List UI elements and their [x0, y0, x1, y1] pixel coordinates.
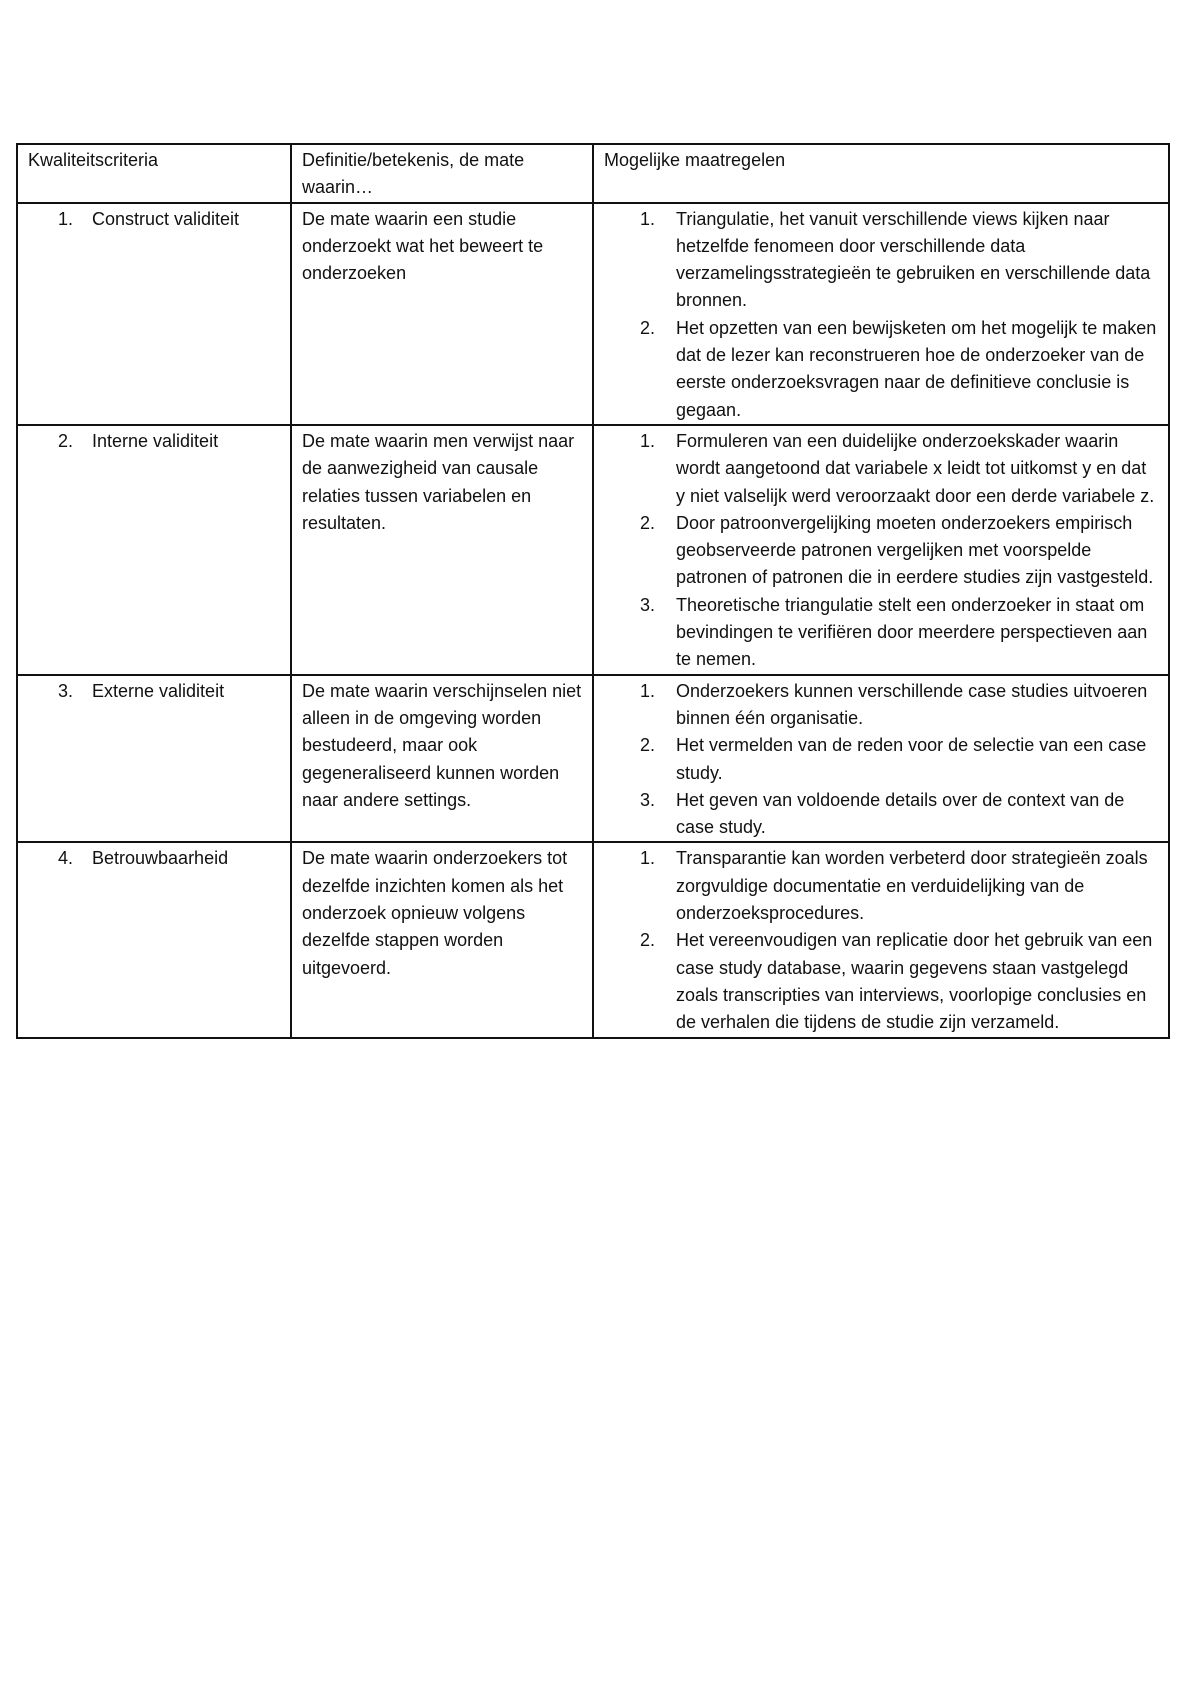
list-item-text: Transparantie kan worden verbeterd door strategieën zoals zorgvuldige documentatie en verduidelijking van de onderzoeksprocedures. — [676, 848, 1148, 924]
table-row — [17, 203, 1169, 425]
header-criteria: Kwaliteitscriteria — [17, 144, 291, 203]
measures-cell — [593, 425, 1169, 675]
list-item-text: Triangulatie, het vanuit verschillende views kijken naar hetzelfde fenomeen door verschillende data verzamelingsstrategieën te gebruiken en verschillende data bronnen. — [676, 208, 1151, 311]
definition-cell: De mate waarin een studie onderzoekt wat het beweert te onderzoeken — [291, 203, 593, 425]
criterion-number: 3. — [58, 680, 74, 701]
table-row — [17, 675, 1169, 843]
criterion-number: 1. — [58, 208, 74, 229]
definition-cell: De mate waarin onderzoekers tot dezelfde inzichten komen als het onderzoek opnieuw volgens dezelfde stappen worden uitgevoerd. — [291, 842, 593, 1037]
header-measures: Mogelijke maatregelen — [593, 144, 1169, 203]
criterion-label: Interne validiteit — [92, 430, 219, 451]
list-item — [604, 732, 1158, 787]
criterion-label: Externe validiteit — [92, 680, 225, 701]
quality-criteria-table — [16, 143, 1170, 1039]
list-item-number: 1. — [640, 680, 656, 701]
criterion-label: Betrouwbaarheid — [92, 848, 229, 869]
list-item-text: Door patroonvergelijking moeten onderzoekers empirisch geobserveerde patronen vergelijken met voorspelde patronen of patronen die in eerdere studies zijn vastgesteld. — [676, 512, 1154, 588]
list-item — [604, 510, 1158, 592]
list-item-number: 1. — [640, 848, 656, 869]
list-item-text: Theoretische triangulatie stelt een onderzoeker in staat om bevindingen te verifiëren door meerdere perspectieven aan te nemen. — [676, 594, 1148, 670]
criterion-cell — [17, 842, 291, 1037]
list-item-number: 2. — [640, 512, 656, 533]
list-item-number: 2. — [640, 930, 656, 951]
list-item-number: 1. — [640, 430, 656, 451]
list-item-text: Het opzetten van een bewijsketen om het mogelijk te maken dat de lezer kan reconstrueren hoe de onderzoeker van de eerste onderzoeksvragen naar de definitieve conclusie is gegaan. — [676, 317, 1157, 420]
criterion-cell — [17, 425, 291, 675]
list-item-number: 2. — [640, 317, 656, 338]
header-definition: Definitie/betekenis, de mate waarin… — [291, 144, 593, 203]
definition-cell: De mate waarin verschijnselen niet alleen in de omgeving worden bestudeerd, maar ook gegeneraliseerd kunnen worden naar andere settings. — [291, 675, 593, 843]
criterion-number: 2. — [58, 430, 74, 451]
definition-cell: De mate waarin men verwijst naar de aanwezigheid van causale relaties tussen variabelen en resultaten. — [291, 425, 593, 675]
list-item-text: Het vermelden van de reden voor de selectie van een case study. — [676, 735, 1147, 783]
table-row — [17, 425, 1169, 675]
list-item-number: 2. — [640, 735, 656, 756]
list-item — [604, 845, 1158, 927]
criterion-number: 4. — [58, 848, 74, 869]
list-item — [604, 592, 1158, 674]
measures-list — [604, 206, 1158, 424]
criterion-cell — [17, 675, 291, 843]
list-item — [604, 787, 1158, 842]
criterion-cell — [17, 203, 291, 425]
measures-cell — [593, 675, 1169, 843]
measures-cell — [593, 842, 1169, 1037]
list-item — [604, 678, 1158, 733]
list-item — [604, 315, 1158, 424]
list-item — [604, 206, 1158, 315]
measures-list — [604, 428, 1158, 674]
list-item — [604, 428, 1158, 510]
list-item-number: 3. — [640, 789, 656, 810]
measures-list — [604, 845, 1158, 1036]
measures-cell — [593, 203, 1169, 425]
list-item-text: Het vereenvoudigen van replicatie door het gebruik van een case study database, waarin gegevens staan vastgelegd zoals transcripties van interviews, voorlopige conclusies en de verhalen die tijdens de studie zijn verzameld. — [676, 930, 1153, 1033]
table-header-row — [17, 144, 1169, 203]
list-item-number: 1. — [640, 208, 656, 229]
list-item-text: Formuleren van een duidelijke onderzoekskader waarin wordt aangetoond dat variabele x leidt tot uitkomst y en dat y niet valselijk werd veroorzaakt door een derde variabele z. — [676, 430, 1155, 506]
list-item-number: 3. — [640, 594, 656, 615]
list-item-text: Het geven van voldoende details over de context van de case study. — [676, 789, 1125, 838]
list-item-text: Onderzoekers kunnen verschillende case studies uitvoeren binnen één organisatie. — [676, 680, 1148, 728]
criterion-label: Construct validiteit — [92, 208, 240, 229]
table-row — [17, 842, 1169, 1037]
list-item — [604, 927, 1158, 1036]
measures-list — [604, 678, 1158, 842]
